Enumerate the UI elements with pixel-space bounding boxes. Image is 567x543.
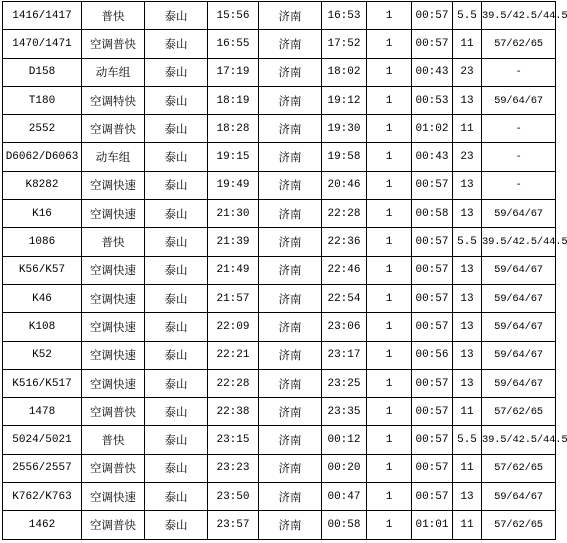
table-row [3, 483, 555, 510]
sleeper-price-cell: 57/62/65 [482, 511, 555, 538]
destination-station-cell: 济南 [259, 200, 321, 227]
sleeper-price-cell: - [482, 143, 555, 170]
hard-seat-price-cell: 13 [453, 285, 481, 312]
train-number-cell: 1416/1417 [3, 2, 81, 29]
origin-station-cell: 泰山 [145, 511, 207, 538]
train-type-cell: 空调快速 [82, 342, 144, 369]
arrival-time-cell: 23:35 [322, 398, 366, 425]
table-row [3, 511, 555, 538]
origin-station-cell: 泰山 [145, 2, 207, 29]
origin-station-cell: 泰山 [145, 285, 207, 312]
origin-station-cell: 泰山 [145, 115, 207, 142]
train-type-cell: 普快 [82, 2, 144, 29]
train-number-cell: T180 [3, 87, 81, 114]
table-row [3, 426, 555, 453]
arrival-time-cell: 00:20 [322, 455, 366, 482]
origin-station-cell: 泰山 [145, 313, 207, 340]
table-row [3, 87, 555, 114]
arrival-time-cell: 22:54 [322, 285, 366, 312]
origin-station-cell: 泰山 [145, 172, 207, 199]
arrival-time-cell: 19:58 [322, 143, 366, 170]
train-type-cell: 空调快速 [82, 483, 144, 510]
hard-seat-price-cell: 13 [453, 313, 481, 340]
train-timetable [2, 1, 567, 540]
hard-seat-price-cell: 5.5 [453, 228, 481, 255]
duration-cell: 00:57 [412, 30, 452, 57]
sleeper-price-cell: 59/64/67 [482, 370, 555, 397]
destination-station-cell: 济南 [259, 370, 321, 397]
arrival-time-cell: 00:12 [322, 426, 366, 453]
train-number-cell: 1478 [3, 398, 81, 425]
train-number-cell: 5024/5021 [3, 426, 81, 453]
arrival-time-cell: 22:36 [322, 228, 366, 255]
destination-station-cell: 济南 [259, 511, 321, 538]
arrival-time-cell: 19:30 [322, 115, 366, 142]
departure-time-cell: 21:49 [208, 257, 258, 284]
sleeper-price-cell: 57/62/65 [482, 30, 555, 57]
destination-station-cell: 济南 [259, 285, 321, 312]
train-type-cell: 空调快速 [82, 285, 144, 312]
train-number-cell: 2552 [3, 115, 81, 142]
origin-station-cell: 泰山 [145, 426, 207, 453]
hard-seat-price-cell: 11 [453, 455, 481, 482]
train-type-cell: 空调普快 [82, 398, 144, 425]
table-row [3, 370, 555, 397]
train-number-cell: K56/K57 [3, 257, 81, 284]
days-cell: 1 [367, 30, 411, 57]
arrival-time-cell: 20:46 [322, 172, 366, 199]
train-type-cell: 空调普快 [82, 455, 144, 482]
days-cell: 1 [367, 2, 411, 29]
duration-cell: 00:57 [412, 2, 452, 29]
destination-station-cell: 济南 [259, 87, 321, 114]
destination-station-cell: 济南 [259, 228, 321, 255]
destination-station-cell: 济南 [259, 455, 321, 482]
train-number-cell: K16 [3, 200, 81, 227]
hard-seat-price-cell: 13 [453, 200, 481, 227]
duration-cell: 00:57 [412, 285, 452, 312]
train-type-cell: 空调普快 [82, 115, 144, 142]
duration-cell: 00:57 [412, 313, 452, 340]
train-number-cell: 1462 [3, 511, 81, 538]
duration-cell: 00:43 [412, 59, 452, 86]
hard-seat-price-cell: 13 [453, 483, 481, 510]
train-number-cell: K52 [3, 342, 81, 369]
days-cell: 1 [367, 285, 411, 312]
departure-time-cell: 21:57 [208, 285, 258, 312]
duration-cell: 00:57 [412, 172, 452, 199]
hard-seat-price-cell: 11 [453, 115, 481, 142]
sleeper-price-cell: 59/64/67 [482, 87, 555, 114]
train-type-cell: 空调快速 [82, 172, 144, 199]
departure-time-cell: 22:09 [208, 313, 258, 340]
train-type-cell: 空调快速 [82, 257, 144, 284]
origin-station-cell: 泰山 [145, 30, 207, 57]
table-row [3, 398, 555, 425]
hard-seat-price-cell: 13 [453, 172, 481, 199]
table-row [3, 30, 555, 57]
train-number-cell: K762/K763 [3, 483, 81, 510]
table-row [3, 143, 555, 170]
duration-cell: 00:57 [412, 228, 452, 255]
duration-cell: 01:02 [412, 115, 452, 142]
days-cell: 1 [367, 511, 411, 538]
sleeper-price-cell: 59/64/67 [482, 342, 555, 369]
origin-station-cell: 泰山 [145, 342, 207, 369]
destination-station-cell: 济南 [259, 30, 321, 57]
departure-time-cell: 19:15 [208, 143, 258, 170]
destination-station-cell: 济南 [259, 483, 321, 510]
train-type-cell: 普快 [82, 426, 144, 453]
sleeper-price-cell: - [482, 172, 555, 199]
days-cell: 1 [367, 228, 411, 255]
hard-seat-price-cell: 13 [453, 257, 481, 284]
origin-station-cell: 泰山 [145, 59, 207, 86]
table-row [3, 342, 555, 369]
origin-station-cell: 泰山 [145, 228, 207, 255]
departure-time-cell: 17:19 [208, 59, 258, 86]
arrival-time-cell: 18:02 [322, 59, 366, 86]
departure-time-cell: 15:56 [208, 2, 258, 29]
timetable-body [3, 2, 567, 539]
sleeper-price-cell: 59/64/67 [482, 483, 555, 510]
duration-cell: 00:57 [412, 398, 452, 425]
departure-time-cell: 19:49 [208, 172, 258, 199]
origin-station-cell: 泰山 [145, 257, 207, 284]
departure-time-cell: 21:39 [208, 228, 258, 255]
train-number-cell: K516/K517 [3, 370, 81, 397]
train-number-cell: D6062/D6063 [3, 143, 81, 170]
departure-time-cell: 23:15 [208, 426, 258, 453]
days-cell: 1 [367, 483, 411, 510]
departure-time-cell: 18:19 [208, 87, 258, 114]
train-number-cell: D158 [3, 59, 81, 86]
train-type-cell: 空调快速 [82, 200, 144, 227]
origin-station-cell: 泰山 [145, 483, 207, 510]
duration-cell: 00:43 [412, 143, 452, 170]
origin-station-cell: 泰山 [145, 370, 207, 397]
destination-station-cell: 济南 [259, 59, 321, 86]
arrival-time-cell: 16:53 [322, 2, 366, 29]
sleeper-price-cell: 59/64/67 [482, 200, 555, 227]
duration-cell: 00:58 [412, 200, 452, 227]
duration-cell: 00:57 [412, 257, 452, 284]
table-row [3, 59, 555, 86]
destination-station-cell: 济南 [259, 115, 321, 142]
train-number-cell: 1470/1471 [3, 30, 81, 57]
sleeper-price-cell: - [482, 115, 555, 142]
origin-station-cell: 泰山 [145, 143, 207, 170]
sleeper-price-cell: - [482, 59, 555, 86]
hard-seat-price-cell: 13 [453, 342, 481, 369]
table-row [3, 2, 555, 29]
days-cell: 1 [367, 342, 411, 369]
destination-station-cell: 济南 [259, 313, 321, 340]
table-row [3, 228, 555, 255]
destination-station-cell: 济南 [259, 398, 321, 425]
hard-seat-price-cell: 23 [453, 59, 481, 86]
arrival-time-cell: 00:47 [322, 483, 366, 510]
sleeper-price-cell: 39.5/42.5/44.5 [482, 228, 555, 255]
sleeper-price-cell: 59/64/67 [482, 313, 555, 340]
train-type-cell: 空调普快 [82, 511, 144, 538]
table-row [3, 313, 555, 340]
departure-time-cell: 22:21 [208, 342, 258, 369]
days-cell: 1 [367, 172, 411, 199]
days-cell: 1 [367, 426, 411, 453]
destination-station-cell: 济南 [259, 143, 321, 170]
days-cell: 1 [367, 313, 411, 340]
days-cell: 1 [367, 398, 411, 425]
arrival-time-cell: 22:28 [322, 200, 366, 227]
days-cell: 1 [367, 200, 411, 227]
days-cell: 1 [367, 455, 411, 482]
hard-seat-price-cell: 5.5 [453, 2, 481, 29]
hard-seat-price-cell: 23 [453, 143, 481, 170]
destination-station-cell: 济南 [259, 2, 321, 29]
sleeper-price-cell: 57/62/65 [482, 455, 555, 482]
days-cell: 1 [367, 115, 411, 142]
sleeper-price-cell: 59/64/67 [482, 257, 555, 284]
destination-station-cell: 济南 [259, 257, 321, 284]
duration-cell: 00:57 [412, 483, 452, 510]
table-row [3, 172, 555, 199]
days-cell: 1 [367, 143, 411, 170]
days-cell: 1 [367, 370, 411, 397]
duration-cell: 00:57 [412, 426, 452, 453]
departure-time-cell: 22:38 [208, 398, 258, 425]
days-cell: 1 [367, 257, 411, 284]
train-type-cell: 普快 [82, 228, 144, 255]
departure-time-cell: 23:50 [208, 483, 258, 510]
departure-time-cell: 22:28 [208, 370, 258, 397]
train-number-cell: K108 [3, 313, 81, 340]
table-row [3, 285, 555, 312]
arrival-time-cell: 23:25 [322, 370, 366, 397]
train-type-cell: 动车组 [82, 143, 144, 170]
sleeper-price-cell: 39.5/42.5/44.5 [482, 2, 555, 29]
departure-time-cell: 23:57 [208, 511, 258, 538]
table-row [3, 257, 555, 284]
duration-cell: 00:56 [412, 342, 452, 369]
train-number-cell: 1086 [3, 228, 81, 255]
table-row [3, 200, 555, 227]
destination-station-cell: 济南 [259, 426, 321, 453]
arrival-time-cell: 17:52 [322, 30, 366, 57]
train-type-cell: 空调快速 [82, 370, 144, 397]
departure-time-cell: 21:30 [208, 200, 258, 227]
destination-station-cell: 济南 [259, 342, 321, 369]
train-type-cell: 空调快速 [82, 313, 144, 340]
origin-station-cell: 泰山 [145, 200, 207, 227]
table-row [3, 455, 555, 482]
table-row [3, 115, 555, 142]
train-type-cell: 动车组 [82, 59, 144, 86]
days-cell: 1 [367, 59, 411, 86]
hard-seat-price-cell: 13 [453, 87, 481, 114]
origin-station-cell: 泰山 [145, 455, 207, 482]
sleeper-price-cell: 57/62/65 [482, 398, 555, 425]
hard-seat-price-cell: 11 [453, 511, 481, 538]
destination-station-cell: 济南 [259, 172, 321, 199]
hard-seat-price-cell: 11 [453, 398, 481, 425]
days-cell: 1 [367, 87, 411, 114]
arrival-time-cell: 19:12 [322, 87, 366, 114]
duration-cell: 00:53 [412, 87, 452, 114]
sleeper-price-cell: 39.5/42.5/44.5 [482, 426, 555, 453]
train-number-cell: K8282 [3, 172, 81, 199]
hard-seat-price-cell: 11 [453, 30, 481, 57]
departure-time-cell: 18:28 [208, 115, 258, 142]
departure-time-cell: 23:23 [208, 455, 258, 482]
train-type-cell: 空调特快 [82, 87, 144, 114]
arrival-time-cell: 23:17 [322, 342, 366, 369]
arrival-time-cell: 22:46 [322, 257, 366, 284]
hard-seat-price-cell: 5.5 [453, 426, 481, 453]
arrival-time-cell: 00:58 [322, 511, 366, 538]
departure-time-cell: 16:55 [208, 30, 258, 57]
train-number-cell: K46 [3, 285, 81, 312]
train-number-cell: 2556/2557 [3, 455, 81, 482]
origin-station-cell: 泰山 [145, 398, 207, 425]
duration-cell: 00:57 [412, 370, 452, 397]
arrival-time-cell: 23:06 [322, 313, 366, 340]
origin-station-cell: 泰山 [145, 87, 207, 114]
duration-cell: 01:01 [412, 511, 452, 538]
train-type-cell: 空调普快 [82, 30, 144, 57]
hard-seat-price-cell: 13 [453, 370, 481, 397]
duration-cell: 00:57 [412, 455, 452, 482]
sleeper-price-cell: 59/64/67 [482, 285, 555, 312]
